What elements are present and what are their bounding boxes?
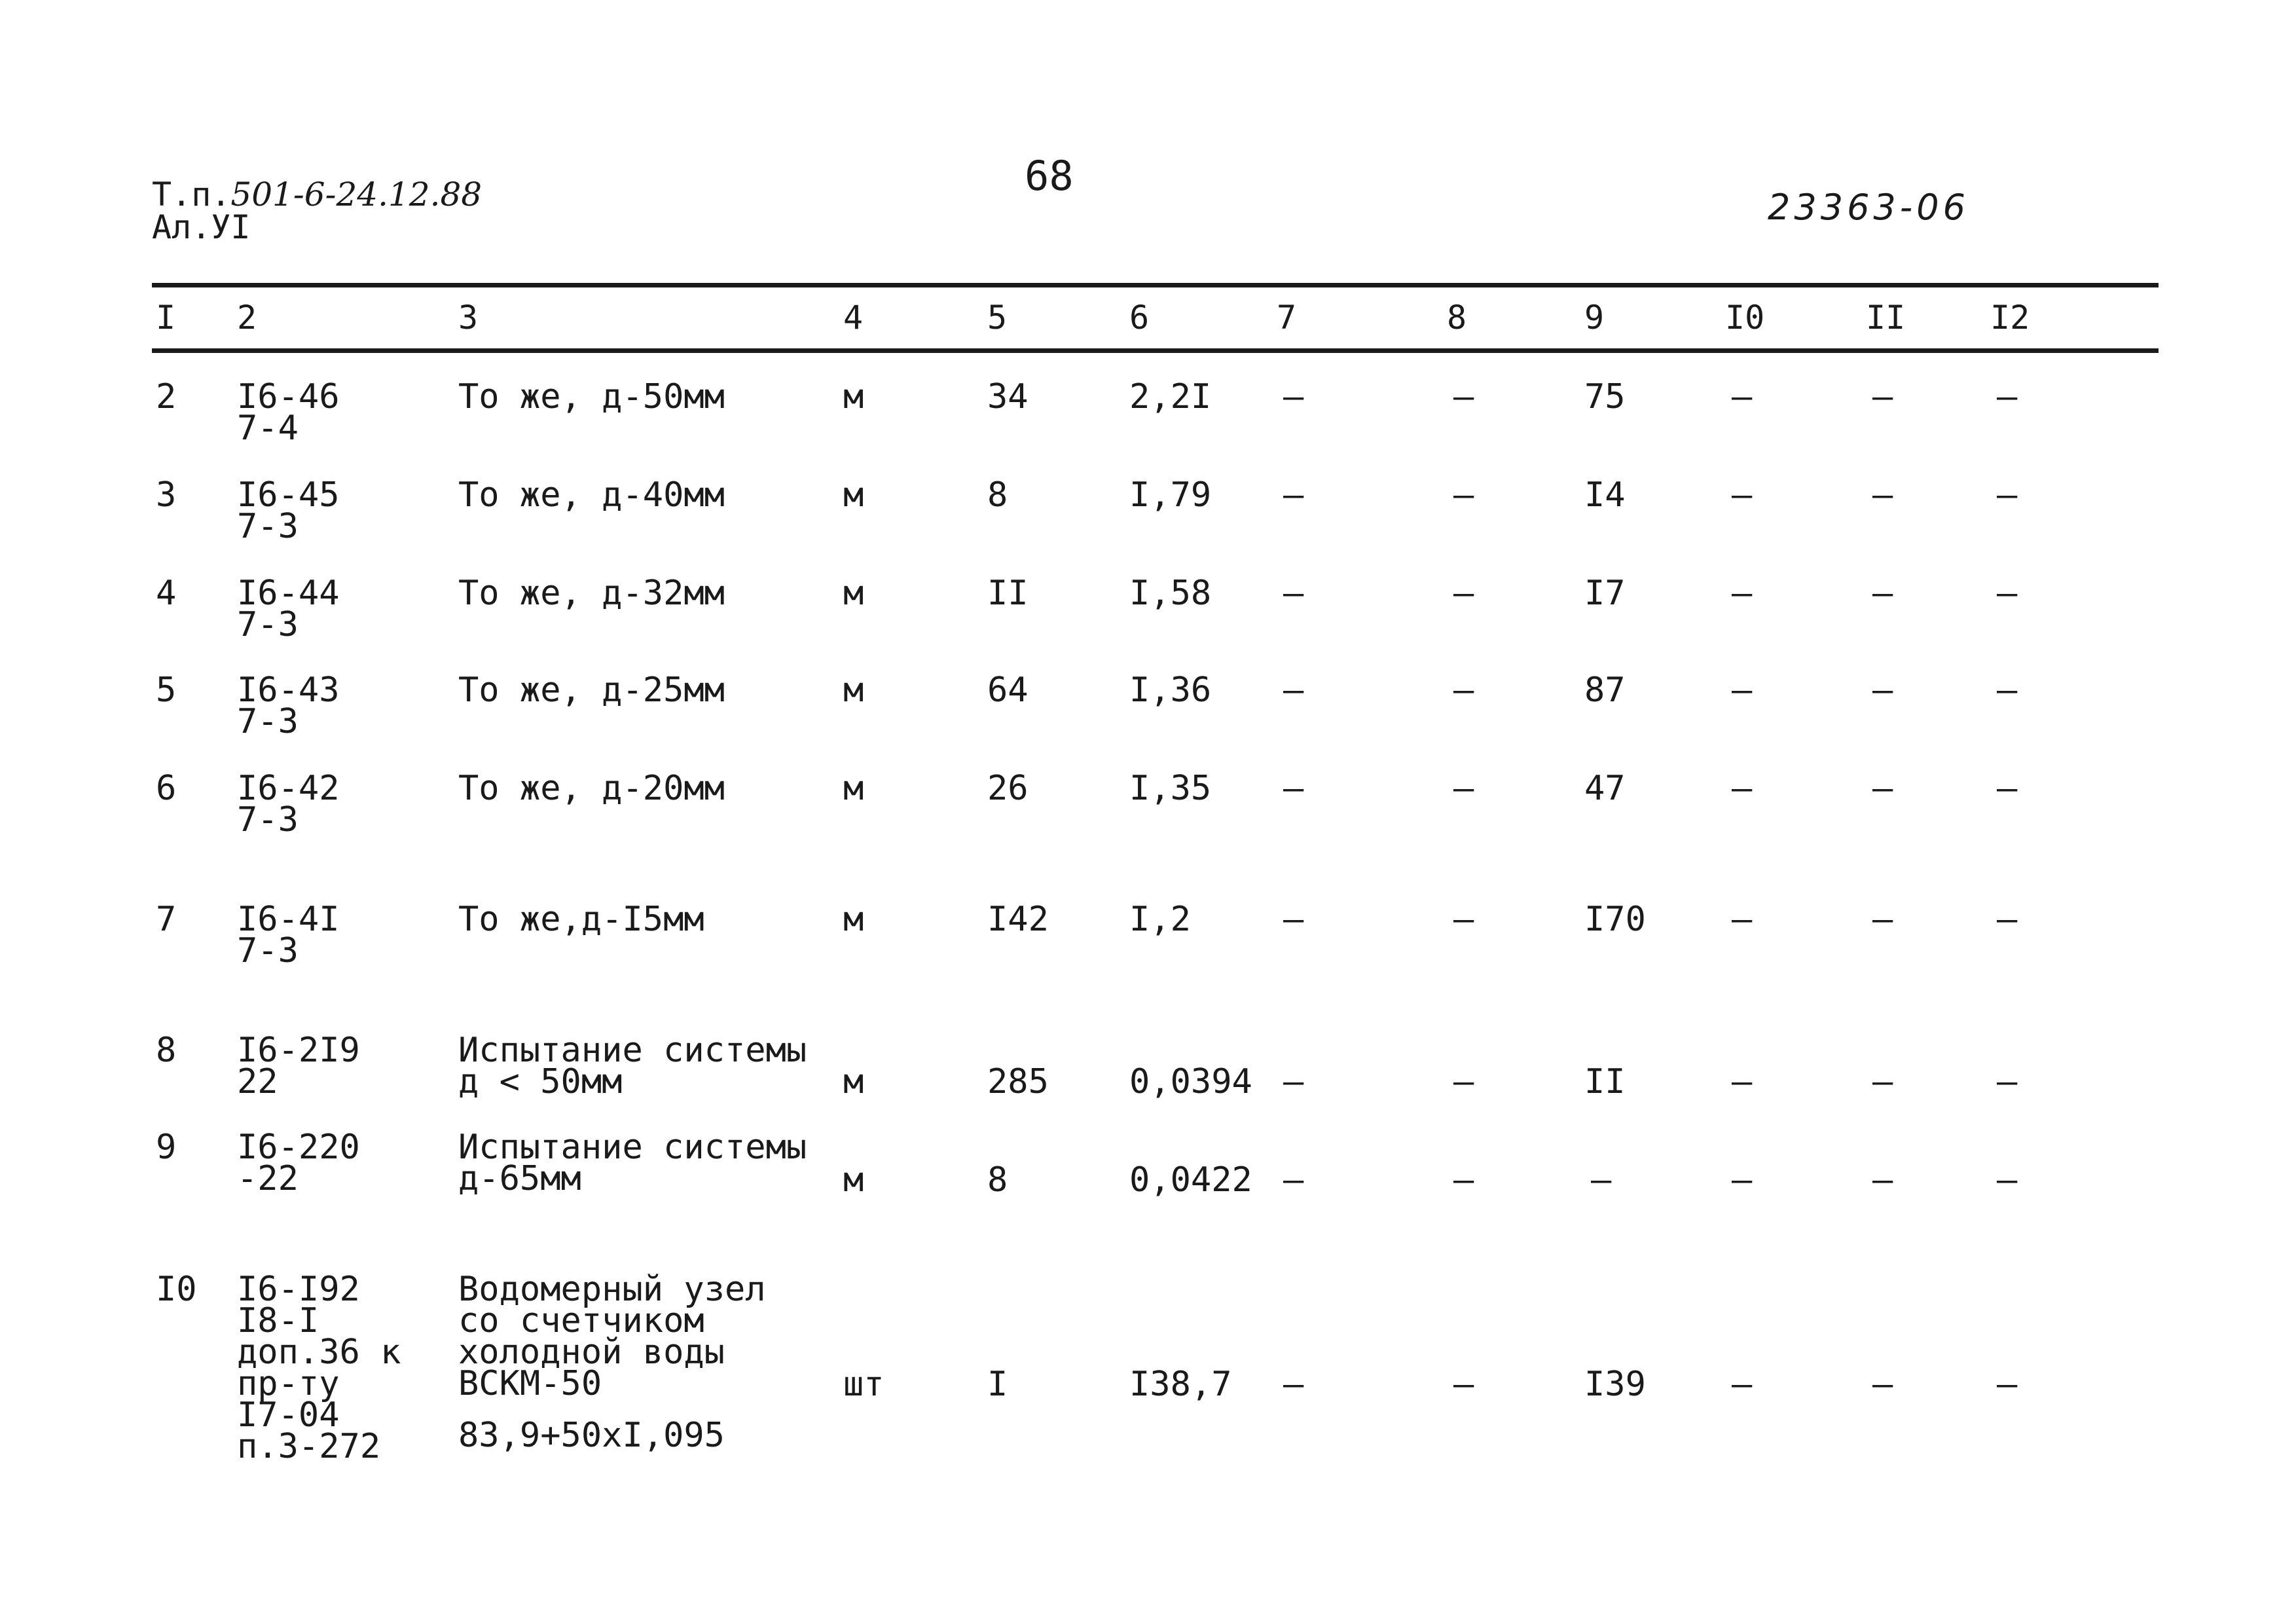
unit: м	[843, 475, 864, 515]
col7: –	[1283, 1365, 1304, 1404]
col7: –	[1283, 377, 1304, 416]
col9: 87	[1584, 671, 1626, 710]
unit: м	[843, 671, 864, 710]
unit-price: I,2	[1129, 900, 1191, 939]
description: То же, д-50мм	[458, 377, 725, 416]
description: То же, д-40мм	[458, 475, 725, 515]
unit-price: I,36	[1129, 671, 1212, 710]
table-header-rule	[152, 348, 2159, 353]
col8: –	[1453, 574, 1474, 613]
col7: –	[1283, 1062, 1304, 1101]
description: Водомерный узел со счетчиком холодной воды ВСКМ-50	[458, 1270, 766, 1403]
row-number: 7	[156, 900, 177, 939]
col7: –	[1283, 900, 1304, 939]
col10: –	[1732, 1160, 1753, 1200]
description: Испытание системы д < 50мм	[458, 1031, 807, 1101]
row-number: I0	[156, 1270, 197, 1309]
unit: м	[843, 377, 864, 416]
col9: I7	[1584, 574, 1626, 613]
col10: –	[1732, 671, 1753, 710]
col8: –	[1453, 475, 1474, 515]
col9: –	[1591, 1160, 1612, 1200]
column-header-11: II	[1866, 299, 1906, 337]
col8: –	[1453, 900, 1474, 939]
unit: м	[843, 1062, 864, 1101]
column-header-7: 7	[1277, 299, 1297, 337]
col12: –	[1997, 1160, 2018, 1200]
description: То же,д-I5мм	[458, 900, 704, 939]
norm-code: I6-45 7-3	[237, 475, 340, 546]
page-number: 68	[1025, 152, 1074, 200]
unit-price: I,58	[1129, 574, 1212, 613]
col12: –	[1997, 769, 2018, 808]
col11: –	[1872, 900, 1893, 939]
column-header-12: I2	[1990, 299, 2030, 337]
col12: –	[1997, 671, 2018, 710]
unit-price: I38,7	[1129, 1365, 1232, 1404]
column-header-4: 4	[843, 299, 864, 337]
row-number: 8	[156, 1031, 177, 1070]
unit-price: 0,0422	[1129, 1160, 1252, 1200]
quantity: 8	[987, 1160, 1008, 1200]
norm-code: I6-46 7-4	[237, 377, 340, 448]
col11: –	[1872, 475, 1893, 515]
col7: –	[1283, 769, 1304, 808]
quantity: II	[987, 574, 1029, 613]
column-header-10: I0	[1725, 299, 1765, 337]
quantity: I42	[987, 900, 1049, 939]
col11: –	[1872, 1365, 1893, 1404]
col8: –	[1453, 1160, 1474, 1200]
column-header-2: 2	[237, 299, 257, 337]
col12: –	[1997, 1365, 2018, 1404]
col8: –	[1453, 769, 1474, 808]
col11: –	[1872, 671, 1893, 710]
unit-price: 2,2I	[1129, 377, 1212, 416]
unit: м	[843, 1160, 864, 1200]
unit-price: 0,0394	[1129, 1062, 1252, 1101]
col11: –	[1872, 377, 1893, 416]
row-number: 2	[156, 377, 177, 416]
col10: –	[1732, 1062, 1753, 1101]
description: То же, д-20мм	[458, 769, 725, 808]
col10: –	[1732, 769, 1753, 808]
col7: –	[1283, 475, 1304, 515]
row-number: 5	[156, 671, 177, 710]
norm-code: I6-I92 I8-I доп.36 к пр-ту I7-04 п.3-272	[237, 1270, 401, 1466]
norm-code: I6-43 7-3	[237, 671, 340, 741]
col8: –	[1453, 377, 1474, 416]
unit: м	[843, 769, 864, 808]
description: То же, д-25мм	[458, 671, 725, 710]
document-code	[152, 175, 483, 246]
col10: –	[1732, 574, 1753, 613]
table-top-rule	[152, 283, 2159, 287]
col12: –	[1997, 377, 2018, 416]
col11: –	[1872, 574, 1893, 613]
unit: м	[843, 900, 864, 939]
col12: –	[1997, 475, 2018, 515]
column-header-5: 5	[987, 299, 1008, 337]
col9: II	[1584, 1062, 1626, 1101]
column-header-6: 6	[1129, 299, 1150, 337]
column-header-3: 3	[458, 299, 479, 337]
doc-code-printed: Т.п.	[152, 175, 231, 213]
quantity: 64	[987, 671, 1029, 710]
row-number: 9	[156, 1128, 177, 1167]
album-label: Ал.УI	[152, 208, 251, 246]
norm-code: I6-42 7-3	[237, 769, 340, 840]
col10: –	[1732, 475, 1753, 515]
col9: 75	[1584, 377, 1626, 416]
col10: –	[1732, 377, 1753, 416]
column-header-9: 9	[1584, 299, 1605, 337]
col12: –	[1997, 574, 2018, 613]
quantity: 8	[987, 475, 1008, 515]
col8: –	[1453, 671, 1474, 710]
column-header-8: 8	[1447, 299, 1467, 337]
quantity: I	[987, 1365, 1008, 1404]
col9: I39	[1584, 1365, 1646, 1404]
col9: 47	[1584, 769, 1626, 808]
norm-code: I6-2I9 22	[237, 1031, 360, 1101]
col7: –	[1283, 574, 1304, 613]
col11: –	[1872, 769, 1893, 808]
doc-code-handwritten: 501-6-24.12.88	[230, 175, 483, 213]
quantity: 26	[987, 769, 1029, 808]
quantity: 285	[987, 1062, 1049, 1101]
description: Испытание системы д-65мм	[458, 1128, 807, 1198]
col12: –	[1997, 1062, 2018, 1101]
row-number: 6	[156, 769, 177, 808]
norm-code: I6-220 -22	[237, 1128, 360, 1198]
column-header-1: I	[156, 299, 176, 337]
col11: –	[1872, 1160, 1893, 1200]
col8: –	[1453, 1365, 1474, 1404]
norm-code: I6-4I 7-3	[237, 900, 340, 970]
col9: I70	[1584, 900, 1646, 939]
col7: –	[1283, 1160, 1304, 1200]
col12: –	[1997, 900, 2018, 939]
document-number: 23363-06	[1768, 187, 1969, 228]
col9: I4	[1584, 475, 1626, 515]
unit-price: I,35	[1129, 769, 1212, 808]
unit-price: I,79	[1129, 475, 1212, 515]
description: То же, д-32мм	[458, 574, 725, 613]
unit: м	[843, 574, 864, 613]
row-number: 3	[156, 475, 177, 515]
col7: –	[1283, 671, 1304, 710]
description-formula: 83,9+50хI,095	[458, 1416, 725, 1455]
col11: –	[1872, 1062, 1893, 1101]
col10: –	[1732, 900, 1753, 939]
norm-code: I6-44 7-3	[237, 574, 340, 644]
col8: –	[1453, 1062, 1474, 1101]
row-number: 4	[156, 574, 177, 613]
unit: шт	[843, 1365, 884, 1404]
col10: –	[1732, 1365, 1753, 1404]
quantity: 34	[987, 377, 1029, 416]
